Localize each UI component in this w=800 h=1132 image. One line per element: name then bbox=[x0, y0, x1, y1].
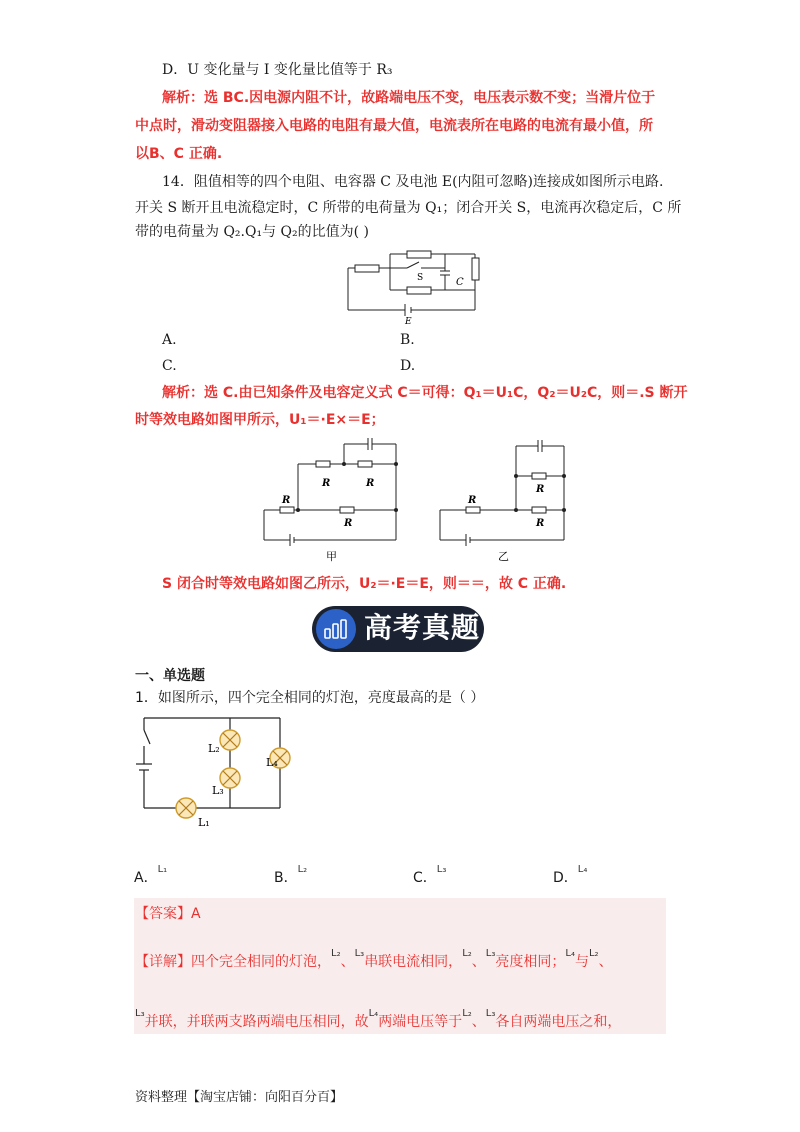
option-c-letter: C． bbox=[413, 870, 437, 886]
detail-symbol: L₂ bbox=[462, 1008, 472, 1019]
resistor-4 bbox=[472, 258, 479, 280]
section-heading: 一、单选题 bbox=[135, 668, 205, 684]
q14-stem-line-3: 带的电荷量为 Q₂.Q₁与 Q₂的比值为( ) bbox=[135, 224, 369, 240]
q13-analysis-line-2: 中点时，滑动变阻器接入电路的电阻有最大值，电流表所在电路的电流有最小值，所 bbox=[135, 118, 653, 134]
yi-resistor-3 bbox=[532, 507, 546, 513]
detail-symbol: L₄ bbox=[368, 1008, 379, 1019]
option-b-value: L₂ bbox=[297, 864, 308, 875]
detail-symbol: L₃ bbox=[354, 948, 365, 959]
detail-symbol: L₂ bbox=[331, 948, 341, 959]
label-l3: L₃ bbox=[212, 784, 224, 797]
resistor-1 bbox=[355, 265, 379, 272]
q14-option-b: B. bbox=[400, 332, 415, 348]
detail-symbol: L₂ bbox=[588, 948, 599, 959]
q14-analysis-line-2: 时等效电路如图甲所示，U₁＝·E×＝E； bbox=[135, 412, 385, 428]
option-b-letter: B． bbox=[274, 870, 298, 886]
q1-option-d bbox=[553, 864, 587, 887]
label-s: S bbox=[417, 273, 424, 283]
switch-s bbox=[407, 262, 419, 268]
footer: 资料整理【淘宝店铺：向阳百分百】 bbox=[135, 1090, 344, 1105]
jia-label-r4: R bbox=[344, 518, 353, 529]
q1-option-b bbox=[274, 864, 307, 887]
detail-text: 并联，并联两支路两端电压相同，故 bbox=[144, 1014, 369, 1030]
detail-text: 、 bbox=[471, 954, 486, 970]
q14-option-d: D. bbox=[400, 358, 416, 374]
detail-text: 亮度相同； bbox=[495, 954, 566, 970]
q1-answer: 【答案】A bbox=[135, 906, 201, 922]
detail-symbol: L₃ bbox=[485, 948, 496, 959]
banner bbox=[312, 606, 484, 652]
yi-label-r2: R bbox=[536, 484, 545, 495]
yi-caption: 乙 bbox=[498, 550, 509, 563]
switch-icon bbox=[144, 730, 150, 744]
q1-circuit-figure bbox=[128, 712, 298, 830]
resistor-2 bbox=[407, 251, 431, 258]
detail-text: 【详解】四个完全相同的灯泡， bbox=[135, 954, 331, 970]
option-d-letter: D． bbox=[553, 870, 578, 886]
jia-label-r1: R bbox=[282, 495, 291, 506]
resistor-3 bbox=[407, 287, 431, 294]
detail-text: 、 bbox=[340, 954, 355, 970]
detail-text: 、 bbox=[471, 1014, 486, 1030]
fig-jia bbox=[258, 434, 403, 566]
chart-icon bbox=[316, 609, 356, 649]
detail-symbol: L₄ bbox=[565, 948, 575, 959]
q14-option-c: C. bbox=[162, 358, 177, 374]
yi-resistor-2 bbox=[532, 473, 546, 479]
detail-text: 与 bbox=[574, 954, 589, 970]
jia-label-r3: R bbox=[366, 478, 375, 489]
yi-label-r1: R bbox=[468, 495, 477, 506]
label-l1: L₁ bbox=[198, 816, 210, 829]
jia-resistor-4 bbox=[340, 507, 354, 513]
q14-stem-line-1: 14．阻值相等的四个电阻、电容器 C 及电池 E(内阻可忽略)连接成如图所示电路. bbox=[162, 174, 664, 190]
q13-analysis-line-3: 以B、C 正确. bbox=[135, 146, 223, 162]
jia-resistor-1 bbox=[280, 507, 294, 513]
q14-analysis-line-3: S 闭合时等效电路如图乙所示，U₂＝·E＝E，则＝＝，故 C 正确. bbox=[162, 576, 567, 592]
option-a-letter: A． bbox=[134, 870, 158, 886]
q1-stem: 1．如图所示，四个完全相同的灯泡，亮度最高的是（ ） bbox=[135, 690, 485, 706]
q1-option-a bbox=[134, 864, 167, 887]
jia-resistor-3 bbox=[358, 461, 372, 467]
q1-detail-line-2 bbox=[135, 1004, 621, 1032]
detail-symbol: L₂ bbox=[462, 948, 472, 959]
label-e: E bbox=[405, 317, 412, 326]
q14-circuit-figure bbox=[345, 244, 485, 326]
jia-caption: 甲 bbox=[326, 550, 337, 563]
banner-title: 高考真题 bbox=[364, 611, 481, 644]
detail-text: 两端电压等于 bbox=[378, 1014, 463, 1030]
lamp-l1-icon bbox=[176, 798, 196, 818]
detail-text: 串联电流相同， bbox=[364, 954, 463, 970]
lamp-l2-icon bbox=[220, 730, 240, 750]
jia-label-r2: R bbox=[322, 478, 331, 489]
detail-symbol: L₃ bbox=[485, 1008, 496, 1019]
detail-symbol: L₃ bbox=[135, 1008, 145, 1019]
q13-option-d: D．U 变化量与 I 变化量比值等于 R₃ bbox=[162, 62, 393, 78]
detail-text: 各自两端电压之和， bbox=[495, 1014, 622, 1030]
q14-stem-line-2: 开关 S 断开且电流稳定时，C 所带的电荷量为 Q₁；闭合开关 S，电流再次稳定后，C 所 bbox=[135, 200, 682, 216]
q1-detail-line-1 bbox=[135, 944, 613, 972]
q14-option-a: A. bbox=[162, 332, 177, 348]
jia-resistor-2 bbox=[316, 461, 330, 467]
label-c: C bbox=[456, 277, 464, 288]
label-l2: L₂ bbox=[208, 742, 220, 755]
fig-yi bbox=[434, 434, 579, 566]
option-c-value: L₃ bbox=[436, 864, 447, 875]
q1-option-c bbox=[413, 864, 446, 887]
q13-analysis-line-1: 解析：选 BC.因电源内阻不计，故路端电压不变，电压表示数不变；当滑片位于 bbox=[162, 90, 656, 106]
yi-label-r3: R bbox=[536, 518, 545, 529]
yi-resistor-1 bbox=[466, 507, 480, 513]
q14-analysis-line-1: 解析：选 C.由已知条件及电容定义式 C＝可得：Q₁＝U₁C，Q₂＝U₂C，则＝.S 断开 bbox=[162, 385, 688, 401]
detail-text: 、 bbox=[598, 954, 613, 970]
label-l4: L₄ bbox=[266, 756, 278, 769]
option-a-value: L₁ bbox=[157, 864, 168, 875]
option-d-value: L₄ bbox=[577, 864, 588, 875]
